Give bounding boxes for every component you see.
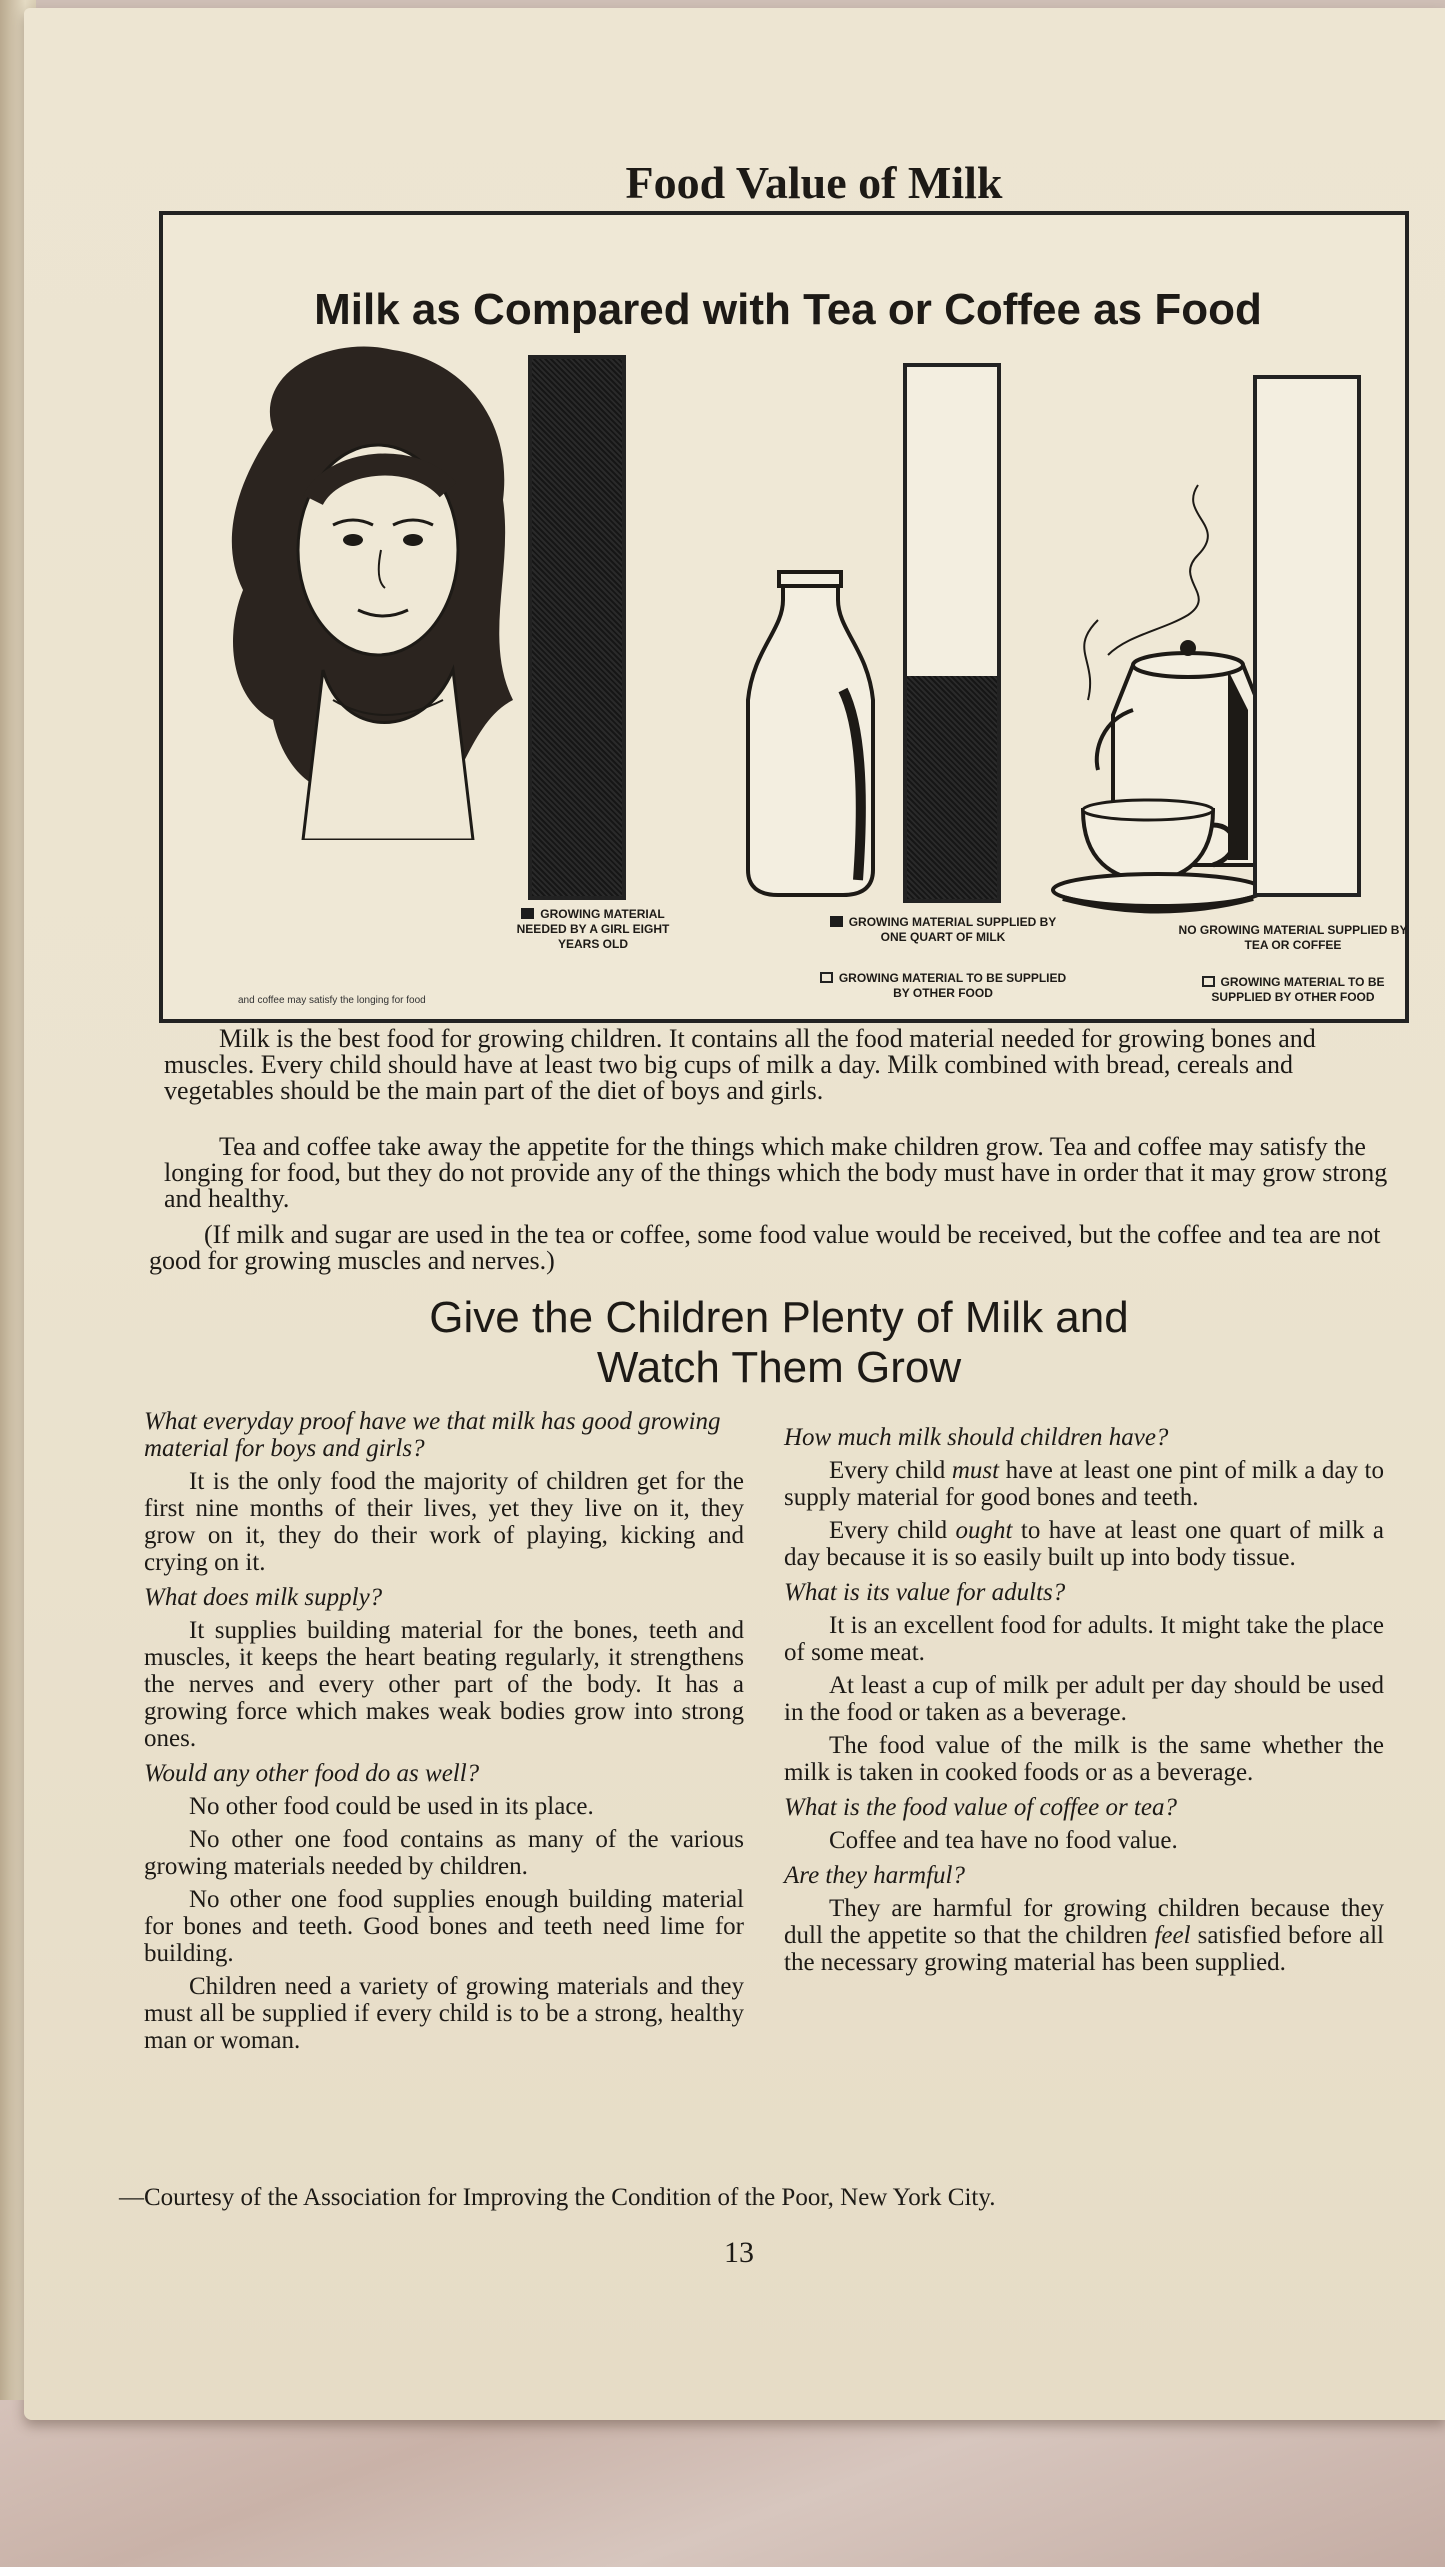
legend-milk-other-text: GROWING MATERIAL TO BE SUPPLIED BY OTHER FOOD xyxy=(838,971,1067,1000)
milk-comparison-figure xyxy=(159,211,1409,1023)
intro-paragraph-1-text: Milk is the best food for growing children. It contains all the food material needed for growing bones and muscles. Every child should have at least two big cups of milk a day. Milk combined with bread, cereals and vegetables should be the main part of the diet of boys and girls. xyxy=(164,1024,1316,1105)
legend-empty-swatch xyxy=(1202,976,1215,987)
bar-tea-coffee xyxy=(1253,375,1361,897)
text: Every child xyxy=(829,1517,956,1544)
text: satisfied before all the necessary growing material has been supplied. xyxy=(784,1922,1384,1976)
answer-how-much-2 xyxy=(784,1517,1384,1571)
intro-paragraph-2-text: Tea and coffee take away the appetite for the things which make children grow. Tea and coffee may satisfy the longing for food, but they do not provide any of the things which the body must have in order that it may grow strong and healthy. xyxy=(164,1132,1388,1213)
legend-tea-supplied-text: NO GROWING MATERIAL SUPPLIED BY TEA OR COFFEE xyxy=(1178,923,1408,952)
legend-milk-supplied-text: GROWING MATERIAL SUPPLIED BY ONE QUART OF MILK xyxy=(848,915,1057,944)
legend-girl xyxy=(503,907,683,952)
answer-adults-3: The food value of the milk is the same whether the milk is taken in cooked foods or as a beverage. xyxy=(784,1732,1384,1786)
intro-paragraph-2 xyxy=(164,1134,1389,1212)
question-coffee-tea-value: What is the food value of coffee or tea? xyxy=(784,1794,1177,1821)
intro-paragraph-3-text: (If milk and sugar are used in the tea or coffee, some food value would be received, but the coffee and tea are not good for growing muscles and nerves.) xyxy=(149,1220,1381,1275)
figure-footnote: and coffee may satisfy the longing for food xyxy=(238,995,426,1006)
right-column xyxy=(784,1416,1384,1982)
answer-adults-2: At least a cup of milk per adult per day should be used in the food or taken as a beverage. xyxy=(784,1672,1384,1726)
question-adults: What is its value for adults? xyxy=(784,1579,1066,1606)
question-milk-supply: What does milk supply? xyxy=(144,1584,383,1611)
emphasis: feel xyxy=(1154,1922,1191,1949)
text: Every child xyxy=(829,1457,952,1484)
answer-milk-supply: It supplies building material for the bones, teeth and muscles, it keeps the heart beating regularly, it strengthens the nerves and every other part of the body. It has a growing force which makes weak bodies grow into strong ones. xyxy=(144,1617,744,1752)
courtesy-credit: —Courtesy of the Association for Improving the Condition of the Poor, New York City. xyxy=(119,2184,996,2211)
left-column xyxy=(144,1400,744,2060)
answer-harmful xyxy=(784,1895,1384,1976)
legend-milk-supplied xyxy=(818,915,1068,945)
milk-bottle-illustration xyxy=(743,570,878,900)
text: have at least one pint of milk a day to supply material for good bones and teeth. xyxy=(784,1457,1384,1511)
bar-girl-need xyxy=(528,355,626,900)
answer-coffee-tea-value: Coffee and tea have no food value. xyxy=(829,1827,1178,1854)
answer-adults-1: It is an excellent food for adults. It might take the place of some meat. xyxy=(784,1612,1384,1666)
legend-girl-text: GROWING MATERIAL NEEDED BY A GIRL EIGHT YEARS OLD xyxy=(516,907,670,951)
emphasis: must xyxy=(951,1457,1000,1484)
question-how-much: How much milk should children have? xyxy=(784,1424,1169,1451)
text: They are harmful for growing children because they dull the appetite so that the children xyxy=(784,1895,1384,1949)
page-number: 13 xyxy=(724,2236,754,2269)
legend-tea-supplied xyxy=(1173,923,1413,953)
bar-milk-quart-fill xyxy=(907,676,997,899)
answer-other-food-4: Children need a variety of growing materials and they must all be supplied if every child is to be a strong, healthy man or woman. xyxy=(144,1973,744,2054)
emphasis: ought xyxy=(955,1517,1013,1544)
coffee-pot-and-cup-illustration xyxy=(1048,480,1288,915)
girl-portrait-illustration xyxy=(213,340,543,840)
legend-filled-swatch xyxy=(830,916,843,927)
legend-milk-other xyxy=(818,971,1068,1001)
bar-girl-need-fill xyxy=(532,359,622,896)
booklet-page xyxy=(24,8,1445,2420)
intro-paragraph-1 xyxy=(164,1026,1389,1104)
answer-how-much-1 xyxy=(784,1457,1384,1511)
answer-other-food-2: No other one food contains as many of the various growing materials needed by children. xyxy=(144,1826,744,1880)
question-harmful: Are they harmful? xyxy=(784,1862,965,1889)
section-heading-line-1: Give the Children Plenty of Milk and xyxy=(429,1293,1129,1342)
answer-other-food-3: No other one food supplies enough building material for bones and teeth. Good bones and teeth need lime for building. xyxy=(144,1886,744,1967)
text: to have at least one quart of milk a day because it is so easily built up into body tissue. xyxy=(784,1517,1384,1571)
intro-paragraph-3 xyxy=(149,1222,1389,1274)
question-proof: What everyday proof have we that milk has good growing material for boys and girls? xyxy=(144,1408,721,1462)
bar-milk-quart xyxy=(903,363,1001,903)
legend-tea-other-text: GROWING MATERIAL TO BE SUPPLIED BY OTHER FOOD xyxy=(1211,975,1385,1004)
legend-empty-swatch xyxy=(820,972,833,983)
section-heading-line-2: Watch Them Grow xyxy=(596,1343,962,1392)
legend-filled-swatch xyxy=(521,908,534,919)
figure-title: Milk as Compared with Tea or Coffee as Food xyxy=(314,285,1262,334)
question-other-food: Would any other food do as well? xyxy=(144,1760,480,1787)
legend-tea-other xyxy=(1173,975,1413,1005)
section-heading xyxy=(304,1293,1254,1393)
answer-proof: It is the only food the majority of children get for the first nine months of their lives, yet they live on it, they grow on it, they do their work of playing, kicking and crying on it. xyxy=(144,1468,744,1576)
answer-other-food-1: No other food could be used in its place. xyxy=(189,1793,594,1820)
running-head: Food Value of Milk xyxy=(625,157,1003,208)
